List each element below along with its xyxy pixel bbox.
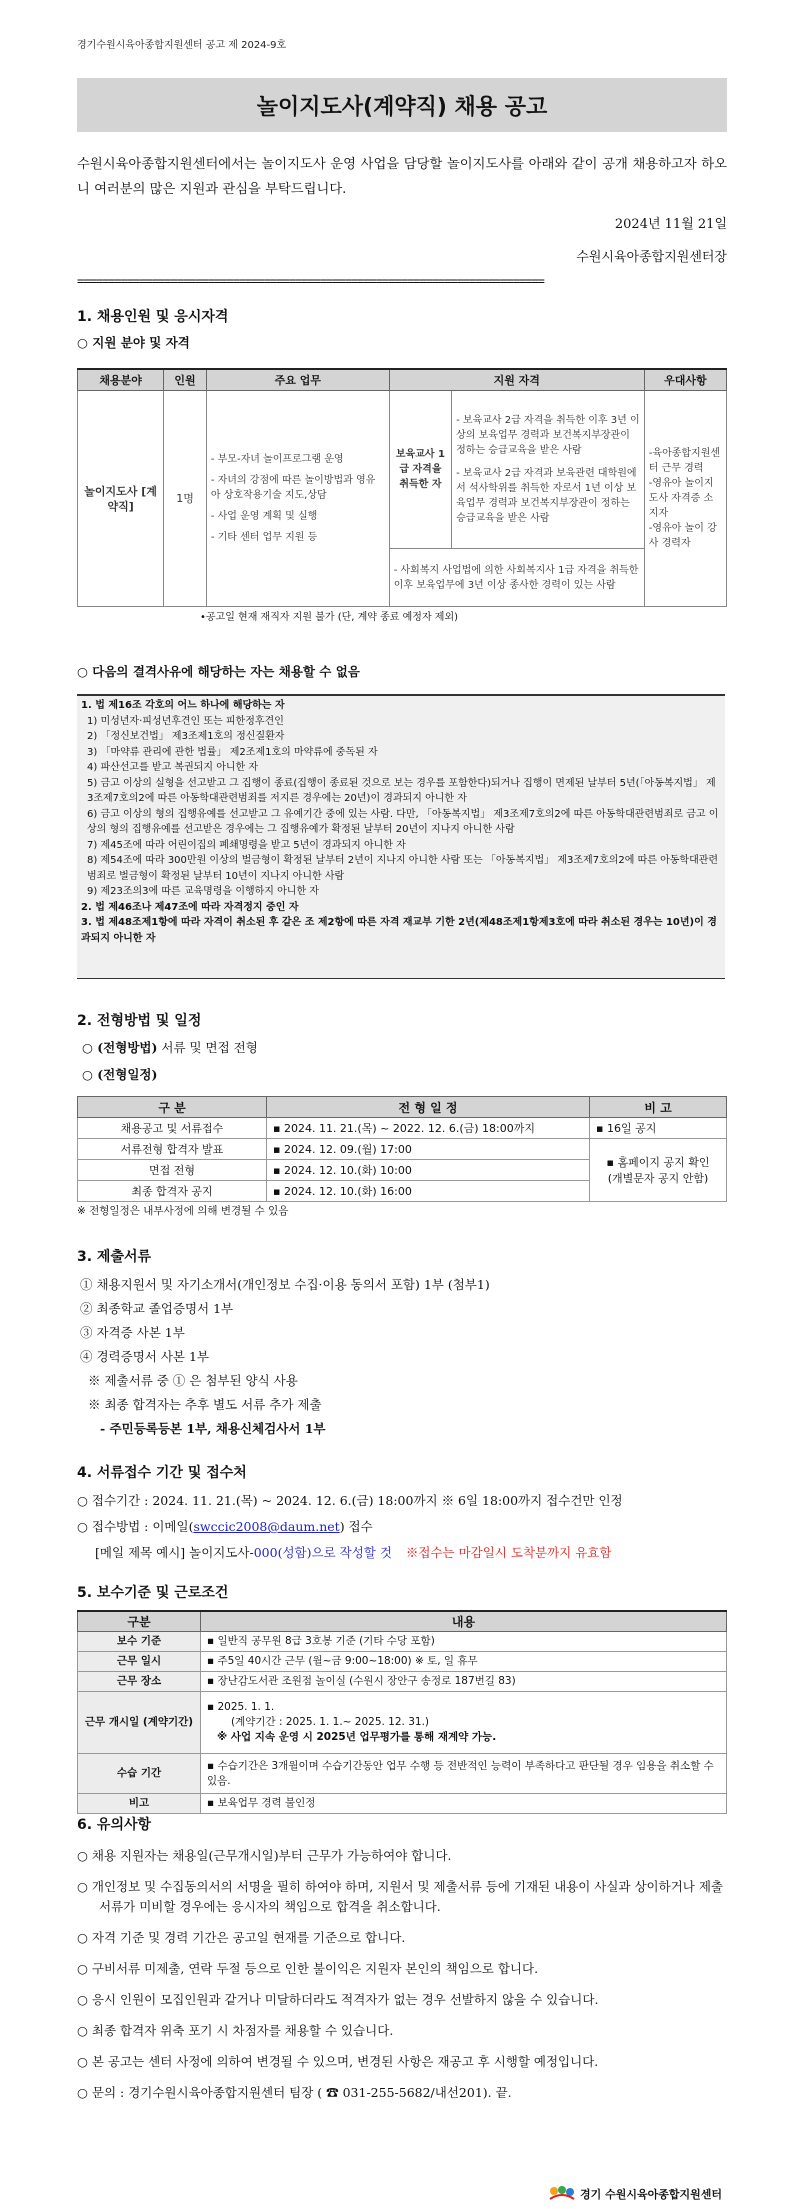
section-1-subtitle: ○ 지원 분야 및 자격	[77, 335, 190, 350]
disq-item: 6) 금고 이상의 형의 집행유예를 선고받고 그 유예기간 중에 있는 사람. 다만, 「아동복지법」 제3조제7호의2에 따른 아동학대관련범죄로 금고 이상의 형의 집행유예를 선고받은 경우에는 그 집행유예가 확정된 날부터 20년이 지나지 아니한 사람	[87, 808, 719, 835]
disq-item: 4) 파산선고를 받고 복권되지 아니한 자	[87, 762, 259, 773]
cond-label: 근무 개시일 (계약기간)	[78, 1692, 201, 1754]
caution-item: ○ 구비서류 미제출, 연락 두절 등으로 인한 불이익은 지원자 본인의 책임으로 합니다.	[77, 1961, 539, 1976]
cond-line: ※ 사업 지속 운영 시 2025년 업무평가를 통해 재계약 가능.	[217, 1731, 497, 1743]
cond-value	[201, 1692, 727, 1754]
schedule-table	[77, 1096, 727, 1202]
qual-item: - 보육교사 2급 자격을 취득한 이후 3년 이상의 보육업무 경력과 보건복지부장관이 정하는 승급교육을 받은 사람	[456, 415, 640, 456]
incumbent-note: •공고일 현재 재직자 지원 불가 (단, 계약 종료 예정자 제외)	[200, 612, 459, 623]
divider-rule: ===========================================================================	[77, 274, 544, 288]
doc-note: ※ 제출서류 중 ① 은 첨부된 양식 사용	[88, 1373, 298, 1388]
apply-period: ○ 접수기간 : 2024. 11. 21.(목) ~ 2024. 12. 6.(금) 18:00까지 ※ 6일 18:00까지 접수건만 인정	[77, 1493, 623, 1508]
disq-item: 2) 「정신보건법」 제3조제1호의 정신질환자	[87, 731, 285, 742]
schedule-cell: ▪ 2024. 12. 09.(월) 17:00	[267, 1139, 590, 1160]
th-remarks: 비 고	[590, 1097, 727, 1118]
mail-subject-example	[95, 1543, 611, 1561]
footer-logo	[548, 2185, 722, 2203]
email-link[interactable]: swccic2008@daum.net	[193, 1519, 340, 1534]
th-count: 인원	[164, 369, 207, 391]
stage-cell: 면접 전형	[78, 1160, 267, 1181]
caution-item: ○ 최종 합격자 위축 포기 시 차점자를 채용할 수 있습니다.	[77, 2023, 394, 2038]
cond-value: ▪ 보육업무 경력 불인정	[201, 1794, 727, 1814]
disq-item: 3) 「마약류 관리에 관한 법률」 제2조제1호의 마약류에 중독된 자	[87, 746, 378, 758]
disq-item: 7) 제45조에 따라 어린이집의 폐쇄명령을 받고 5년이 경과되지 아니한 자	[87, 839, 406, 851]
th-duties: 주요 업무	[206, 369, 389, 391]
stage-cell: 서류전형 합격자 발표	[78, 1139, 267, 1160]
caution-item: ○ 개인정보 및 수집동의서의 서명을 필히 하여야 하며, 지원서 및 제출서류 등에 기재된 내용이 사실과 상이하거나 제출서류가 미비할 경우에는 응시자의 책임으로 합격을 취소합니다.	[77, 1879, 723, 1914]
th-qualification: 지원 자격	[389, 369, 644, 391]
cond-label: 근무 장소	[78, 1672, 201, 1692]
qual-item: - 보육교사 2급 자격과 보육관련 대학원에서 석사학위를 취득한 자로서 1년 이상 보육업무 경력과 보건복지부장관이 정하는 승급교육을 받은 사람	[456, 468, 637, 524]
cond-value	[201, 1652, 727, 1672]
subject-red: ※접수는 마감일시 도착분까지 유효함	[405, 1545, 612, 1560]
doc-item: ④ 경력증명서 사본 1부	[80, 1349, 209, 1364]
disq-item: 8) 제54조에 따라 300만원 이상의 벌금형이 확정된 날부터 2년이 지나지 아니한 사람 또는 「아동복지법」 제3조제7호의2에 따른 아동학대관련범죄로 벌금형이 확정된 날부터 10년이 지나지 아니한 사람	[87, 855, 719, 882]
duty-item: - 기타 센터 업무 지원 등	[210, 532, 318, 543]
cond-value: ▪ 장난감도서관 조원점 놀이실 (수원시 장안구 송정로 187번길 83)	[201, 1672, 727, 1692]
section-2-title: 2. 전형방법 및 일정	[77, 1013, 202, 1029]
section-6-title: 6. 유의사항	[77, 1817, 152, 1833]
count-cell: 1명	[164, 391, 207, 607]
doc-note: ※ 최종 합격자는 추후 별도 서류 추가 제출	[88, 1397, 322, 1412]
preferred-item: -육아종합지원센터 근무 경력	[648, 448, 721, 474]
intro-text: 수원시육아종합지원센터에서는 놀이지도사 운영 사업을 담당할 놀이지도사를 아래와 같이 공개 채용하고자 하오니 여러분의 많은 지원과 관심을 부탁드립니다.	[77, 157, 727, 197]
schedule-footnote: ※ 전형일정은 내부사정에 의해 변경될 수 있음	[77, 1205, 289, 1217]
qual-label-cell: 보육교사 1급 자격을 취득한 자	[389, 391, 451, 549]
th-category: 구분	[78, 1611, 201, 1632]
th-content: 내용	[201, 1611, 727, 1632]
method-label: ○ (전형방법)	[82, 1040, 158, 1055]
th-preferred: 우대사항	[644, 369, 726, 391]
notice-number: 경기수원시육아종합지원센터 공고 제 2024-9호	[77, 40, 287, 51]
caution-item: ○ 문의 : 경기수원시육아종합지원센터 팀장 ( ☎ 031-255-5682/내선201). 끝.	[77, 2085, 512, 2100]
working-conditions-table	[77, 1610, 727, 1814]
schedule-label: ○ (전형일정)	[82, 1067, 158, 1082]
cond-line: ▪ 2025. 1. 1.	[207, 1701, 275, 1713]
subject-blue: 000(성함)으로 작성할 것	[253, 1545, 392, 1560]
disq-item: 1. 법 제16조 각호의 어느 하나에 해당하는 자	[81, 700, 285, 711]
schedule-cell: ▪ 2024. 12. 10.(화) 16:00	[267, 1181, 590, 1202]
stage-cell: 최종 합격자 공지	[78, 1181, 267, 1202]
disq-item: 5) 금고 이상의 실형을 선고받고 그 집행이 종료(집행이 종료된 것으로 보는 경우를 포함한다)되거나 집행이 면제된 날부터 5년(「아동복지법」 제3조제7호의2에 따른 아동학대관련범죄를 저지른 경우에는 20년)이 경과되지 아니한 자	[87, 777, 716, 804]
doc-item: ② 최종학교 졸업증명서 1부	[80, 1301, 234, 1316]
disq-item: 3. 법 제48조제1항에 따라 자격이 취소된 후 같은 조 제2항에 따른 자격 재교부 기한 2년(제48조제1항제3호에 따라 취소된 경우는 10년)이 경과되지 아니한 자	[81, 917, 717, 944]
th-schedule: 전 형 일 정	[267, 1097, 590, 1118]
cond-label: 보수 기준	[78, 1632, 201, 1652]
schedule-cell: ▪ 2024. 12. 10.(화) 10:00	[267, 1160, 590, 1181]
apply-method	[77, 1517, 373, 1535]
duty-item: - 자녀의 강점에 따른 놀이방법과 영유아 상호작용기술 지도,상담	[210, 475, 376, 501]
disqualification-title: ○ 다음의 결격사유에 해당하는 자는 채용할 수 없음	[77, 664, 360, 679]
preferred-cell	[644, 391, 726, 607]
preferred-item: -영유아 놀이 강사 경력자	[648, 523, 717, 549]
cautions-list	[77, 1846, 727, 2114]
stage-cell: 채용공고 및 서류접수	[78, 1118, 267, 1139]
caution-item: ○ 본 공고는 센터 사정에 의하여 변경될 수 있으며, 변경된 사항은 재공고 후 시행할 예정입니다.	[77, 2054, 599, 2069]
remark-cell: ▪ 16일 공지	[590, 1118, 727, 1139]
cond-value: ▪ 일반직 공무원 8급 3호봉 기준 (기타 수당 포함)	[201, 1632, 727, 1652]
section-1-title: 1. 채용인원 및 응시자격	[77, 309, 229, 325]
schedule-cell: ▪ 2024. 11. 21.(목) ~ 2022. 12. 6.(금) 18:00까지	[267, 1118, 590, 1139]
th-stage: 구 분	[78, 1097, 267, 1118]
preferred-item: -영유아 놀이지도사 자격증 소지자	[648, 478, 714, 519]
method-value: 서류 및 면접 전형	[157, 1040, 258, 1055]
duty-item: - 부모-자녀 놀이프로그램 운영	[210, 454, 344, 465]
cond-value-text: ▪ 주5일 40시간 근무 (월~금 9:00~18:00) ※ 토, 일 휴무	[207, 1655, 478, 1667]
doc-extra: - 주민등록등본 1부, 채용신체검사서 1부	[100, 1421, 326, 1436]
method-line	[82, 1038, 258, 1056]
issuer: 수원시육아종합지원센터장	[576, 250, 727, 265]
section-4-title: 4. 서류접수 기간 및 접수처	[77, 1465, 247, 1481]
doc-item: ③ 자격증 사본 1부	[80, 1325, 185, 1340]
remark-line: (개별문자 공지 안함)	[607, 1172, 709, 1185]
qualification-table	[77, 368, 727, 607]
cond-value: ▪ 수습기간은 3개월이며 수습기간동안 업무 수행 등 전반적인 능력이 부족하다고 판단될 경우 임용을 취소할 수 있음.	[201, 1754, 727, 1794]
qual-social-worker: - 사회복지 사업법에 의한 사회복지사 1급 자격을 취득한 이후 보육업무에 3년 이상 종사한 경력이 있는 사람	[389, 549, 644, 607]
section-3-title: 3. 제출서류	[77, 1249, 152, 1265]
disq-item: 1) 미성년자·피성년후견인 또는 피한정후견인	[87, 715, 284, 727]
notice-date: 2024년 11월 21일	[614, 217, 727, 232]
caution-item: ○ 채용 지원자는 채용일(근무개시일)부터 근무가 가능하여야 합니다.	[77, 1848, 452, 1863]
disq-item: 9) 제23조의3에 따른 교육명령을 이행하지 아니한 자	[87, 886, 319, 897]
footer-org: 경기 수원시육아종합지원센터	[580, 2188, 722, 2201]
cond-line: (계약기간 : 2025. 1. 1.~ 2025. 12. 31.)	[231, 1716, 430, 1728]
disq-item: 2. 법 제46조나 제47조에 따라 자격정지 중인 자	[81, 901, 299, 913]
caution-item: ○ 응시 인원이 모집인원과 같거나 미달하더라도 적격자가 없는 경우 선발하지 않을 수 있습니다.	[77, 1992, 599, 2007]
apply-method-pre: ○ 접수방법 : 이메일(	[77, 1519, 194, 1534]
remark-line: ▪ 홈페이지 공지 확인	[606, 1156, 710, 1169]
section-5-title: 5. 보수기준 및 근로조건	[77, 1585, 229, 1601]
qual-detail-cell	[452, 391, 645, 549]
center-logo-icon	[548, 2185, 576, 2203]
cond-label: 근무 일시	[78, 1652, 201, 1672]
th-field: 채용분야	[78, 369, 164, 391]
cond-label: 비고	[78, 1794, 201, 1814]
duties-cell	[206, 391, 389, 607]
cond-label: 수습 기간	[78, 1754, 201, 1794]
page-title: 놀이지도사(계약직) 채용 공고	[77, 78, 727, 132]
disqualification-box	[77, 694, 725, 979]
doc-item: ① 채용지원서 및 자기소개서(개인정보 수집·이용 동의서 포함) 1부 (첨부1)	[80, 1277, 490, 1292]
caution-item: ○ 자격 기준 및 경력 기간은 공고일 현재를 기준으로 합니다.	[77, 1930, 406, 1945]
apply-method-post: ) 접수	[339, 1519, 373, 1534]
duty-item: - 사업 운영 계획 및 실행	[210, 511, 318, 522]
field-cell: 놀이지도사 [계약직]	[78, 391, 164, 607]
remark-cell-homepage	[590, 1139, 727, 1202]
subject-pre: [메일 제목 예시] 놀이지도사-	[95, 1545, 254, 1560]
